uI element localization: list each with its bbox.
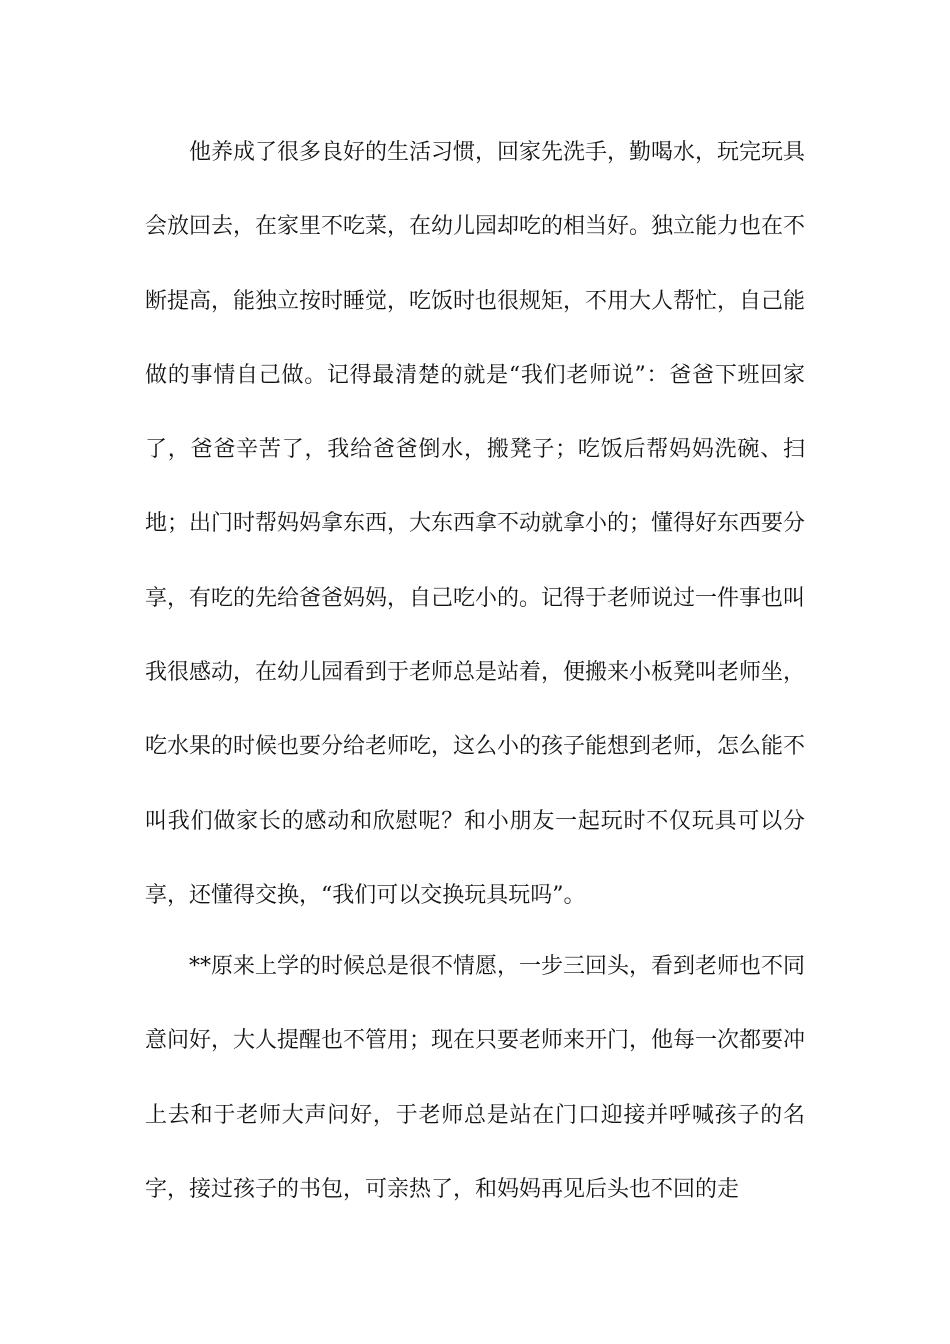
body-paragraph-1: 他养成了很多良好的生活习惯，回家先洗手，勤喝水，玩完玩具会放回去，在家里不吃菜，在幼儿园却吃的相当好。独立能力也在不断提高，能独立按时睡觉，吃饭时也很规矩，不用大人帮忙，自己能做的事情自己做。记得最清楚的就是“我们老师说”：爸爸下班回家了，爸爸辛苦了，我给爸爸倒水，搬凳子；吃饭后帮妈妈洗碗、扫地；出门时帮妈妈拿东西，大东西拿不动就拿小的；懂得好东西要分享，有吃的先给爸爸妈妈，自己吃小的。记得于老师说过一件事也叫我很感动，在幼儿园看到于老师总是站着，便搬来小板凳叫老师坐，吃水果的时候也要分给老师吃，这么小的孩子能想到老师，怎么能不叫我们做家长的感动和欣慰呢？和小朋友一起玩时不仅玩具可以分享，还懂得交换，“我们可以交换玩具玩吗”。 bbox=[145, 140, 806, 908]
body-paragraph-2: **原来上学的时候总是很不情愿，一步三回头，看到老师也不同意问好，大人提醒也不管用；现在只要老师来开门，他每一次都要冲上去和于老师大声问好，于老师总是站在门口迎接并呼喊孩子的名字，接过孩子的书包，可亲热了，和妈妈再见后头也不回的走 bbox=[145, 954, 806, 1202]
